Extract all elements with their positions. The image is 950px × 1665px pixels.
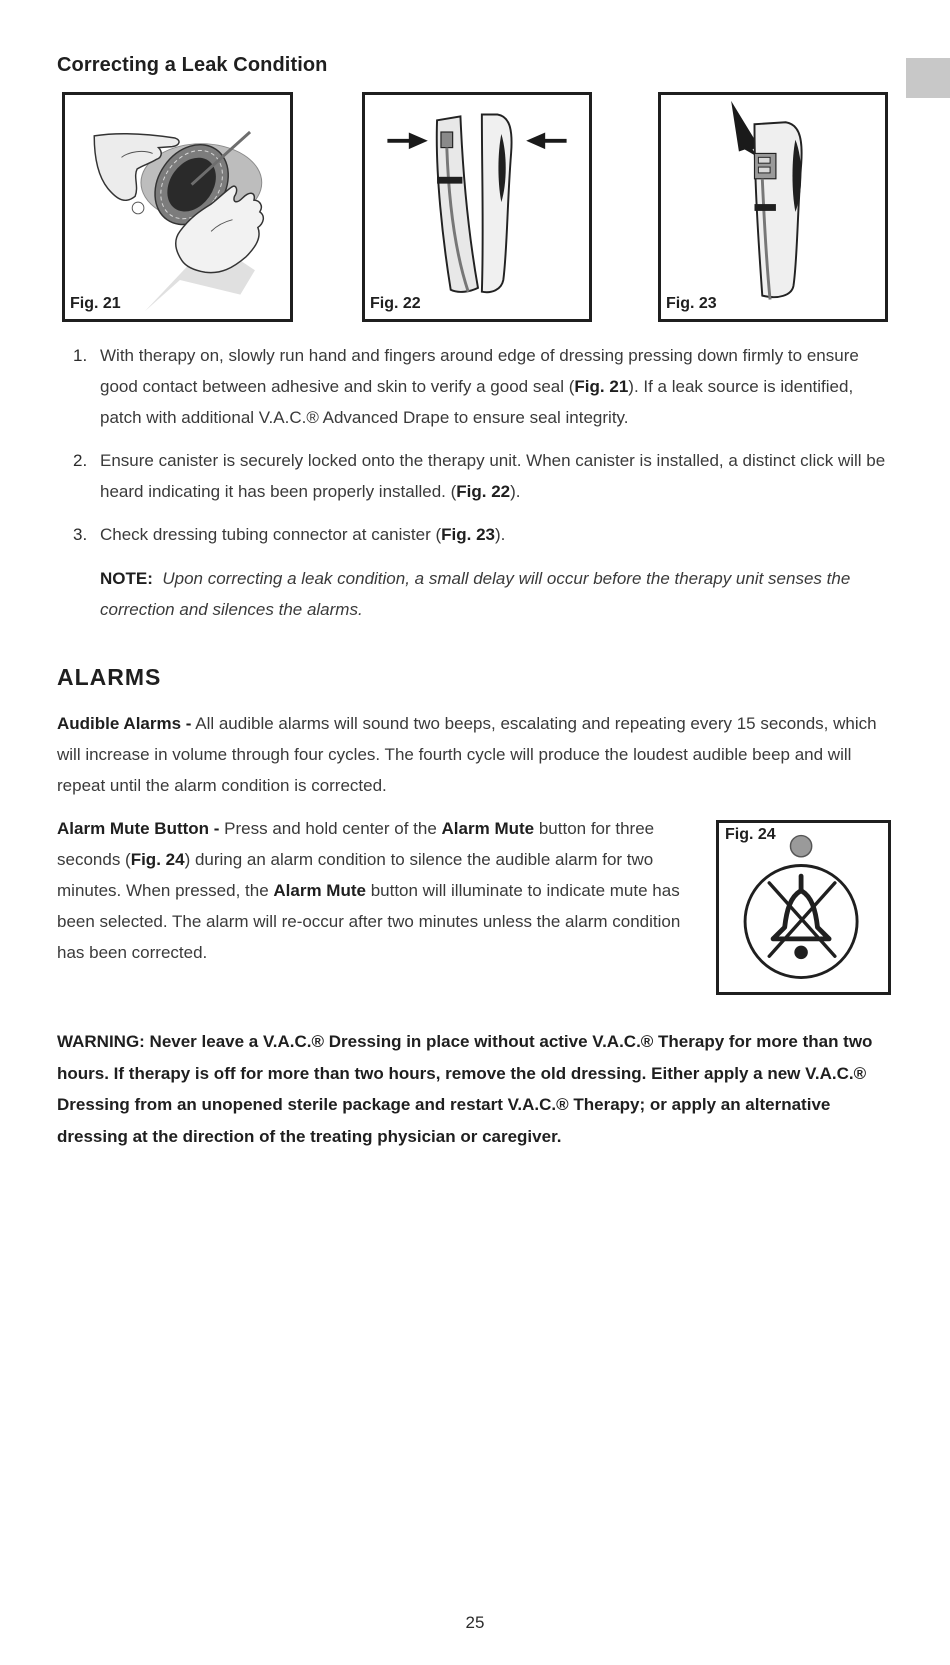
section-tab-marker — [906, 58, 950, 98]
alarm-mute-bell-icon — [719, 823, 888, 992]
audible-alarms-text: All audible alarms will sound two beeps, escalating and repeating every 15 seconds, which will increase in volume through four cycles. The fourth cycle will produce the loudest audible beep and will repeat until the alarm condition is corrected. — [57, 714, 877, 795]
list-item — [57, 340, 897, 433]
step-number: 3. — [73, 525, 88, 544]
step-number: 1. — [73, 346, 88, 365]
alarm-mute-text: ) during an alarm condition to silence the audible alarm for two minutes. When pressed, the — [57, 850, 654, 900]
figure-24-label: Fig. 24 — [725, 826, 776, 843]
note — [100, 563, 890, 625]
list-item — [57, 445, 897, 507]
audible-alarms-paragraph — [57, 708, 897, 801]
figure-reference: Fig. 24 — [130, 850, 185, 869]
warning-paragraph: WARNING: Never leave a V.A.C.® Dressing in place without active V.A.C.® Therapy for more than two hours. If therapy is off for more than two hours, remove the old dressing. Either apply a new V.A.C.® Dressing from an unopened sterile package and restart V.A.C.® Therapy; or apply an alternative dressing at the direction of the treating physician or caregiver. — [57, 1032, 873, 1146]
hands-pressing-dressing-icon — [65, 95, 290, 319]
step-text: ). — [510, 482, 521, 501]
figure-22-label: Fig. 22 — [370, 295, 421, 312]
alarm-mute-text: button will illuminate to indicate mute has been selected. The alarm will re-occur after two minutes unless the alarm condition has been corrected. — [57, 881, 681, 962]
alarm-mute-label: Alarm Mute Button - — [57, 819, 220, 838]
alarm-mute-term: Alarm Mute — [273, 881, 366, 900]
note-text: Upon correcting a leak condition, a small delay will occur before the therapy unit senses the correction and silences the alarms. — [100, 569, 851, 619]
alarm-mute-paragraph — [57, 813, 687, 968]
figure-reference: Fig. 22 — [456, 482, 511, 501]
step-text: Ensure canister is securely locked onto the therapy unit. When canister is installed, a distinct click will be heard indicating it has been properly installed. ( — [100, 451, 886, 501]
figure-23 — [658, 92, 888, 322]
figure-reference: Fig. 23 — [441, 525, 495, 544]
figure-21-label: Fig. 21 — [70, 295, 121, 312]
alarm-mute-term: Alarm Mute — [441, 819, 535, 838]
step-text: With therapy on, slowly run hand and fingers around edge of dressing pressing down firmly to ensure good contact between adhesive and skin to verify a good seal ( — [100, 346, 859, 396]
steps-list — [57, 340, 897, 562]
tubing-connector-icon — [661, 95, 885, 319]
page-number: 25 — [465, 1613, 485, 1632]
section-title: Correcting a Leak Condition — [57, 54, 328, 76]
canister-locking-icon — [365, 95, 589, 319]
figure-24 — [716, 820, 891, 995]
step-text: ). If a leak source is identified, patch with additional V.A.C.® Advanced Drape to ensure seal integrity. — [100, 377, 854, 427]
list-item — [57, 519, 897, 550]
figure-22 — [362, 92, 592, 322]
alarm-mute-text: button for three seconds ( — [57, 819, 655, 869]
alarms-heading: ALARMS — [57, 664, 162, 690]
note-label: NOTE: — [100, 569, 153, 588]
step-number: 2. — [73, 451, 88, 470]
figure-reference: Fig. 21 — [574, 377, 629, 396]
step-text: Check dressing tubing connector at canister ( — [100, 525, 442, 544]
alarm-mute-text: Press and hold center of the — [219, 819, 442, 838]
figure-21 — [62, 92, 293, 322]
step-text: ). — [494, 525, 506, 544]
figure-23-label: Fig. 23 — [666, 295, 717, 312]
audible-alarms-label: Audible Alarms - — [57, 714, 192, 733]
